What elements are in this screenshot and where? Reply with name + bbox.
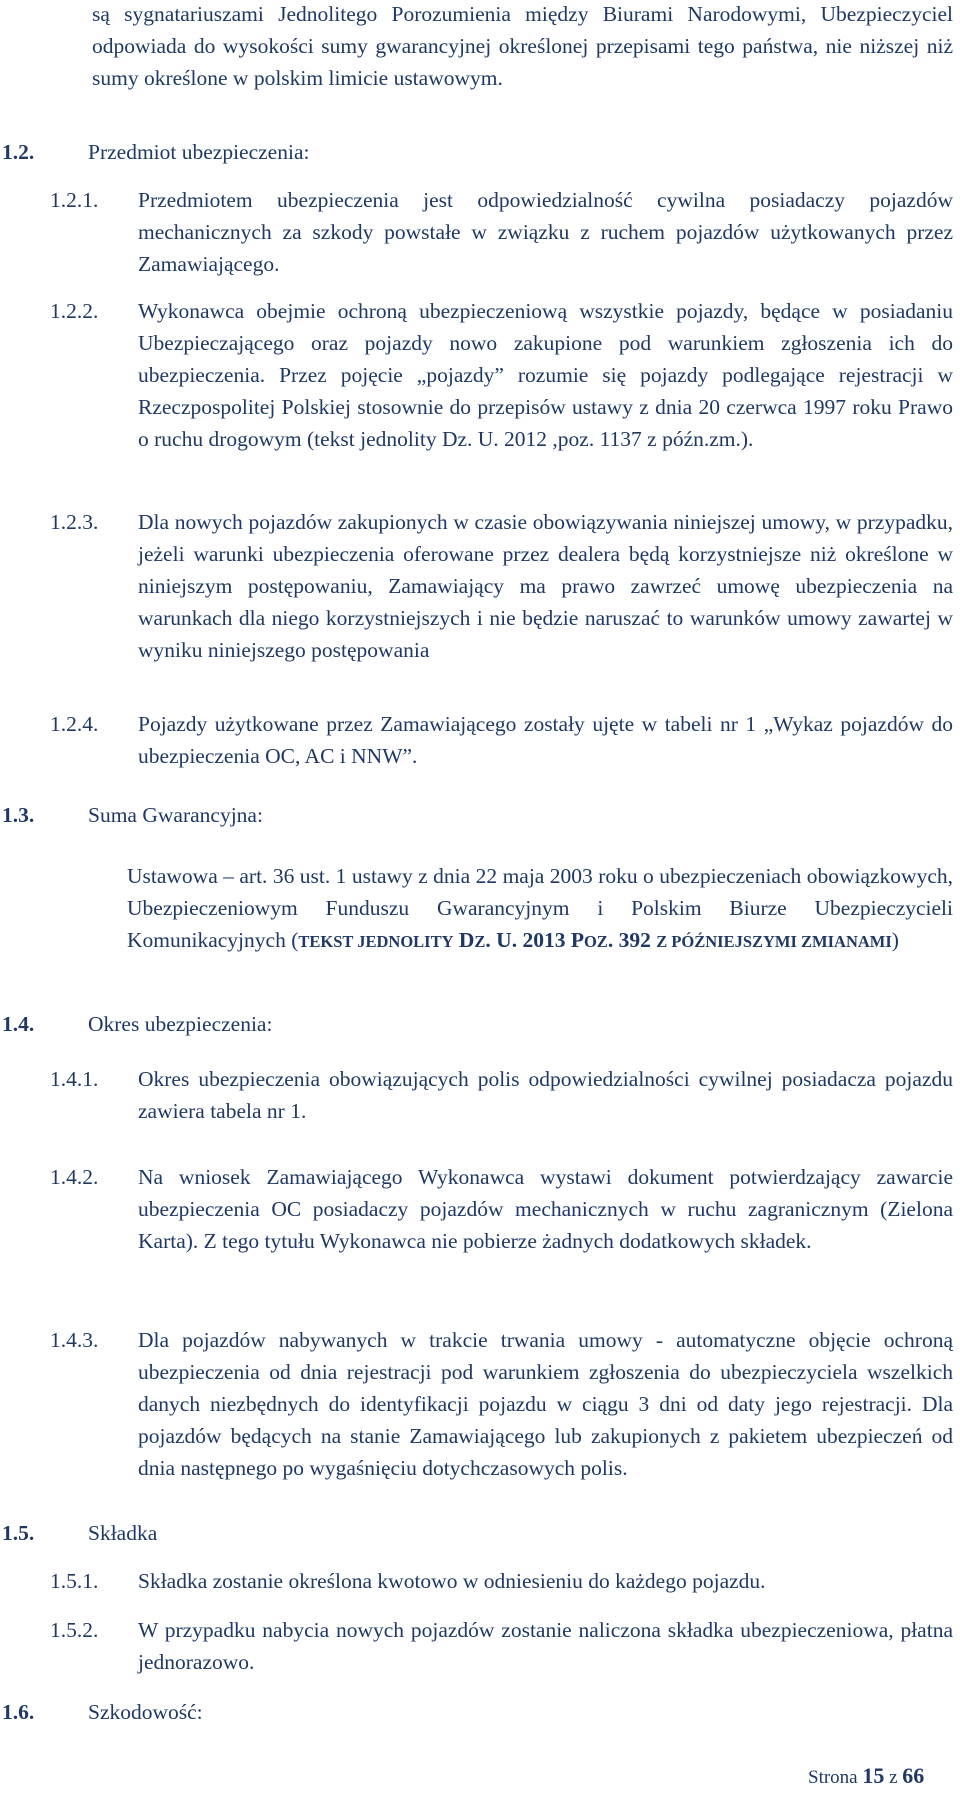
suma-close: ) [891,928,899,952]
suma-oz: OZ [583,932,608,951]
suma-dz: D [453,928,475,952]
item-number-1-4-3: 1.4.3. [50,1328,99,1352]
page-footer [808,1762,924,1792]
footer-strona: Strona [808,1767,863,1788]
item-text-1-2-3: Dla nowych pojazdów zakupionych w czasie obowiązywania niniejszej umowy, w przypadku, jeżeli warunki ubezpieczenia oferowane przez dealera będą korzystniejsze niż określone w niniejszym postępowaniu, Zamawiający ma prawo zawrzeć umowę ubezpieczenia na warunkach dla niego korzystniejszych i nie będzie naruszać to warunków umowy zawartej w wyniku niniejszego postępowania [138,510,953,662]
section-title-1-4: Okres ubezpieczenia: [88,1012,273,1036]
item-number-1-5-1: 1.5.1. [50,1569,99,1593]
section-title-1-5: Składka [88,1521,158,1545]
suma-text: Ustawowa – art. 36 ust. 1 ustawy z dnia 22 maja 2003 roku o ubezpieczeniach obowiązkowych, Ubezpieczeniowym Funduszu Gwarancyjnym i Polskim Biurze Ubezpieczycieli Komunikacyjnych ( [127,864,953,952]
item-text-1-5-1: Składka zostanie określona kwotowo w odniesieniu do każdego pojazdu. [138,1569,766,1593]
suma-u: . U. 2013 [485,928,566,952]
item-text-1-2-2: Wykonawca obejmie ochroną ubezpieczeniową wszystkie pojazdy, będące w posiadaniu Ubezpieczającego oraz pojazdy nowo zakupione pod warunkiem zgłoszenia ich do ubezpieczenia. Przez pojęcie „pojazdy” rozumie się pojazdy podlegające rejestracji w Rzeczpospolitej Polskiej stosownie do przepisów ustawy z dnia 20 czerwca 1997 roku Prawo o ruchu drogowym (tekst jednolity Dz. U. 2012 ,poz. 1137 z późn.zm.). [138,299,953,451]
item-number-1-2-3: 1.2.3. [50,510,99,534]
footer-total-pages: 66 [902,1763,925,1788]
item-number-1-2-1: 1.2.1. [50,188,99,212]
item-text-1-4-3: Dla pojazdów nabywanych w trakcie trwania umowy - automatyczne objęcie ochroną ubezpieczenia od dnia rejestracji pod warunkiem zgłoszenia do ubezpieczyciela wszelkich danych niezbędnych do identyfikacji pojazdu w ciągu 3 dni od daty jego rejestracji. Dla pojazdów będących na stanie Zamawiającego lub zakupionych z pakietem ubezpieczeń od dnia następnego po wygaśnięciu dotychczasowych polis. [138,1328,953,1480]
suma-tekst-jednolity: TEKST JEDNOLITY [298,932,454,951]
item-text-1-4-2: Na wniosek Zamawiającego Wykonawca wystawi dokument potwierdzający zawarcie ubezpieczenia OC posiadaczy pojazdów mechanicznych w ruchu zagranicznym (Zielona Karta). Z tego tytułu Wykonawca nie pobierze żadnych dodatkowych składek. [138,1165,953,1253]
suma-dz-small: Z [474,932,486,951]
section-title-1-2: Przedmiot ubezpieczenia: [88,140,310,164]
item-number-1-4-2: 1.4.2. [50,1165,99,1189]
section-number-1-2: 1.2. [2,140,35,164]
item-text-1-5-2: W przypadku nabycia nowych pojazdów zostanie naliczona składka ubezpieczeniowa, płatna jednorazowo. [138,1618,953,1674]
section-number-1-4: 1.4. [2,1012,35,1036]
suma-p: P [570,928,584,952]
item-number-1-2-2: 1.2.2. [50,299,99,323]
suma-gwarancyjna-text [127,860,953,958]
suma-poz-num: . 392 [607,928,657,952]
item-text-1-2-1: Przedmiotem ubezpieczenia jest odpowiedzialność cywilna posiadaczy pojazdów mechanicznych za szkody powstałe w związku z ruchem pojazdów użytkowanych przez Zamawiającego. [138,188,953,276]
section-title-1-6: Szkodowość: [88,1700,203,1724]
item-number-1-5-2: 1.5.2. [50,1618,99,1642]
section-title-1-3: Suma Gwarancyjna: [88,803,263,827]
suma-z-pozniejszymi: Z PÓŹNIEJSZYMI ZMIANAMI [656,932,892,951]
item-text-1-4-1: Okres ubezpieczenia obowiązujących polis odpowiedzialności cywilnej posiadacza pojazdu zawiera tabela nr 1. [138,1067,953,1123]
intro-paragraph: są sygnatariuszami Jednolitego Porozumienia między Biurami Narodowymi, Ubezpieczyciel odpowiada do wysokości sumy gwarancyjnej określonej przepisami tego państwa, nie niższej niż sumy określone w polskim limicie ustawowym. [92,2,953,90]
item-text-1-2-4: Pojazdy użytkowane przez Zamawiającego zostały ujęte w tabeli nr 1 „Wykaz pojazdów do ubezpieczenia OC, AC i NNW”. [138,712,953,768]
item-number-1-4-1: 1.4.1. [50,1067,99,1091]
item-number-1-2-4: 1.2.4. [50,712,99,736]
footer-page-number: 15 [862,1763,885,1788]
section-number-1-6: 1.6. [2,1700,35,1724]
footer-z: z [884,1767,903,1788]
section-number-1-5: 1.5. [2,1521,35,1545]
section-number-1-3: 1.3. [2,803,35,827]
